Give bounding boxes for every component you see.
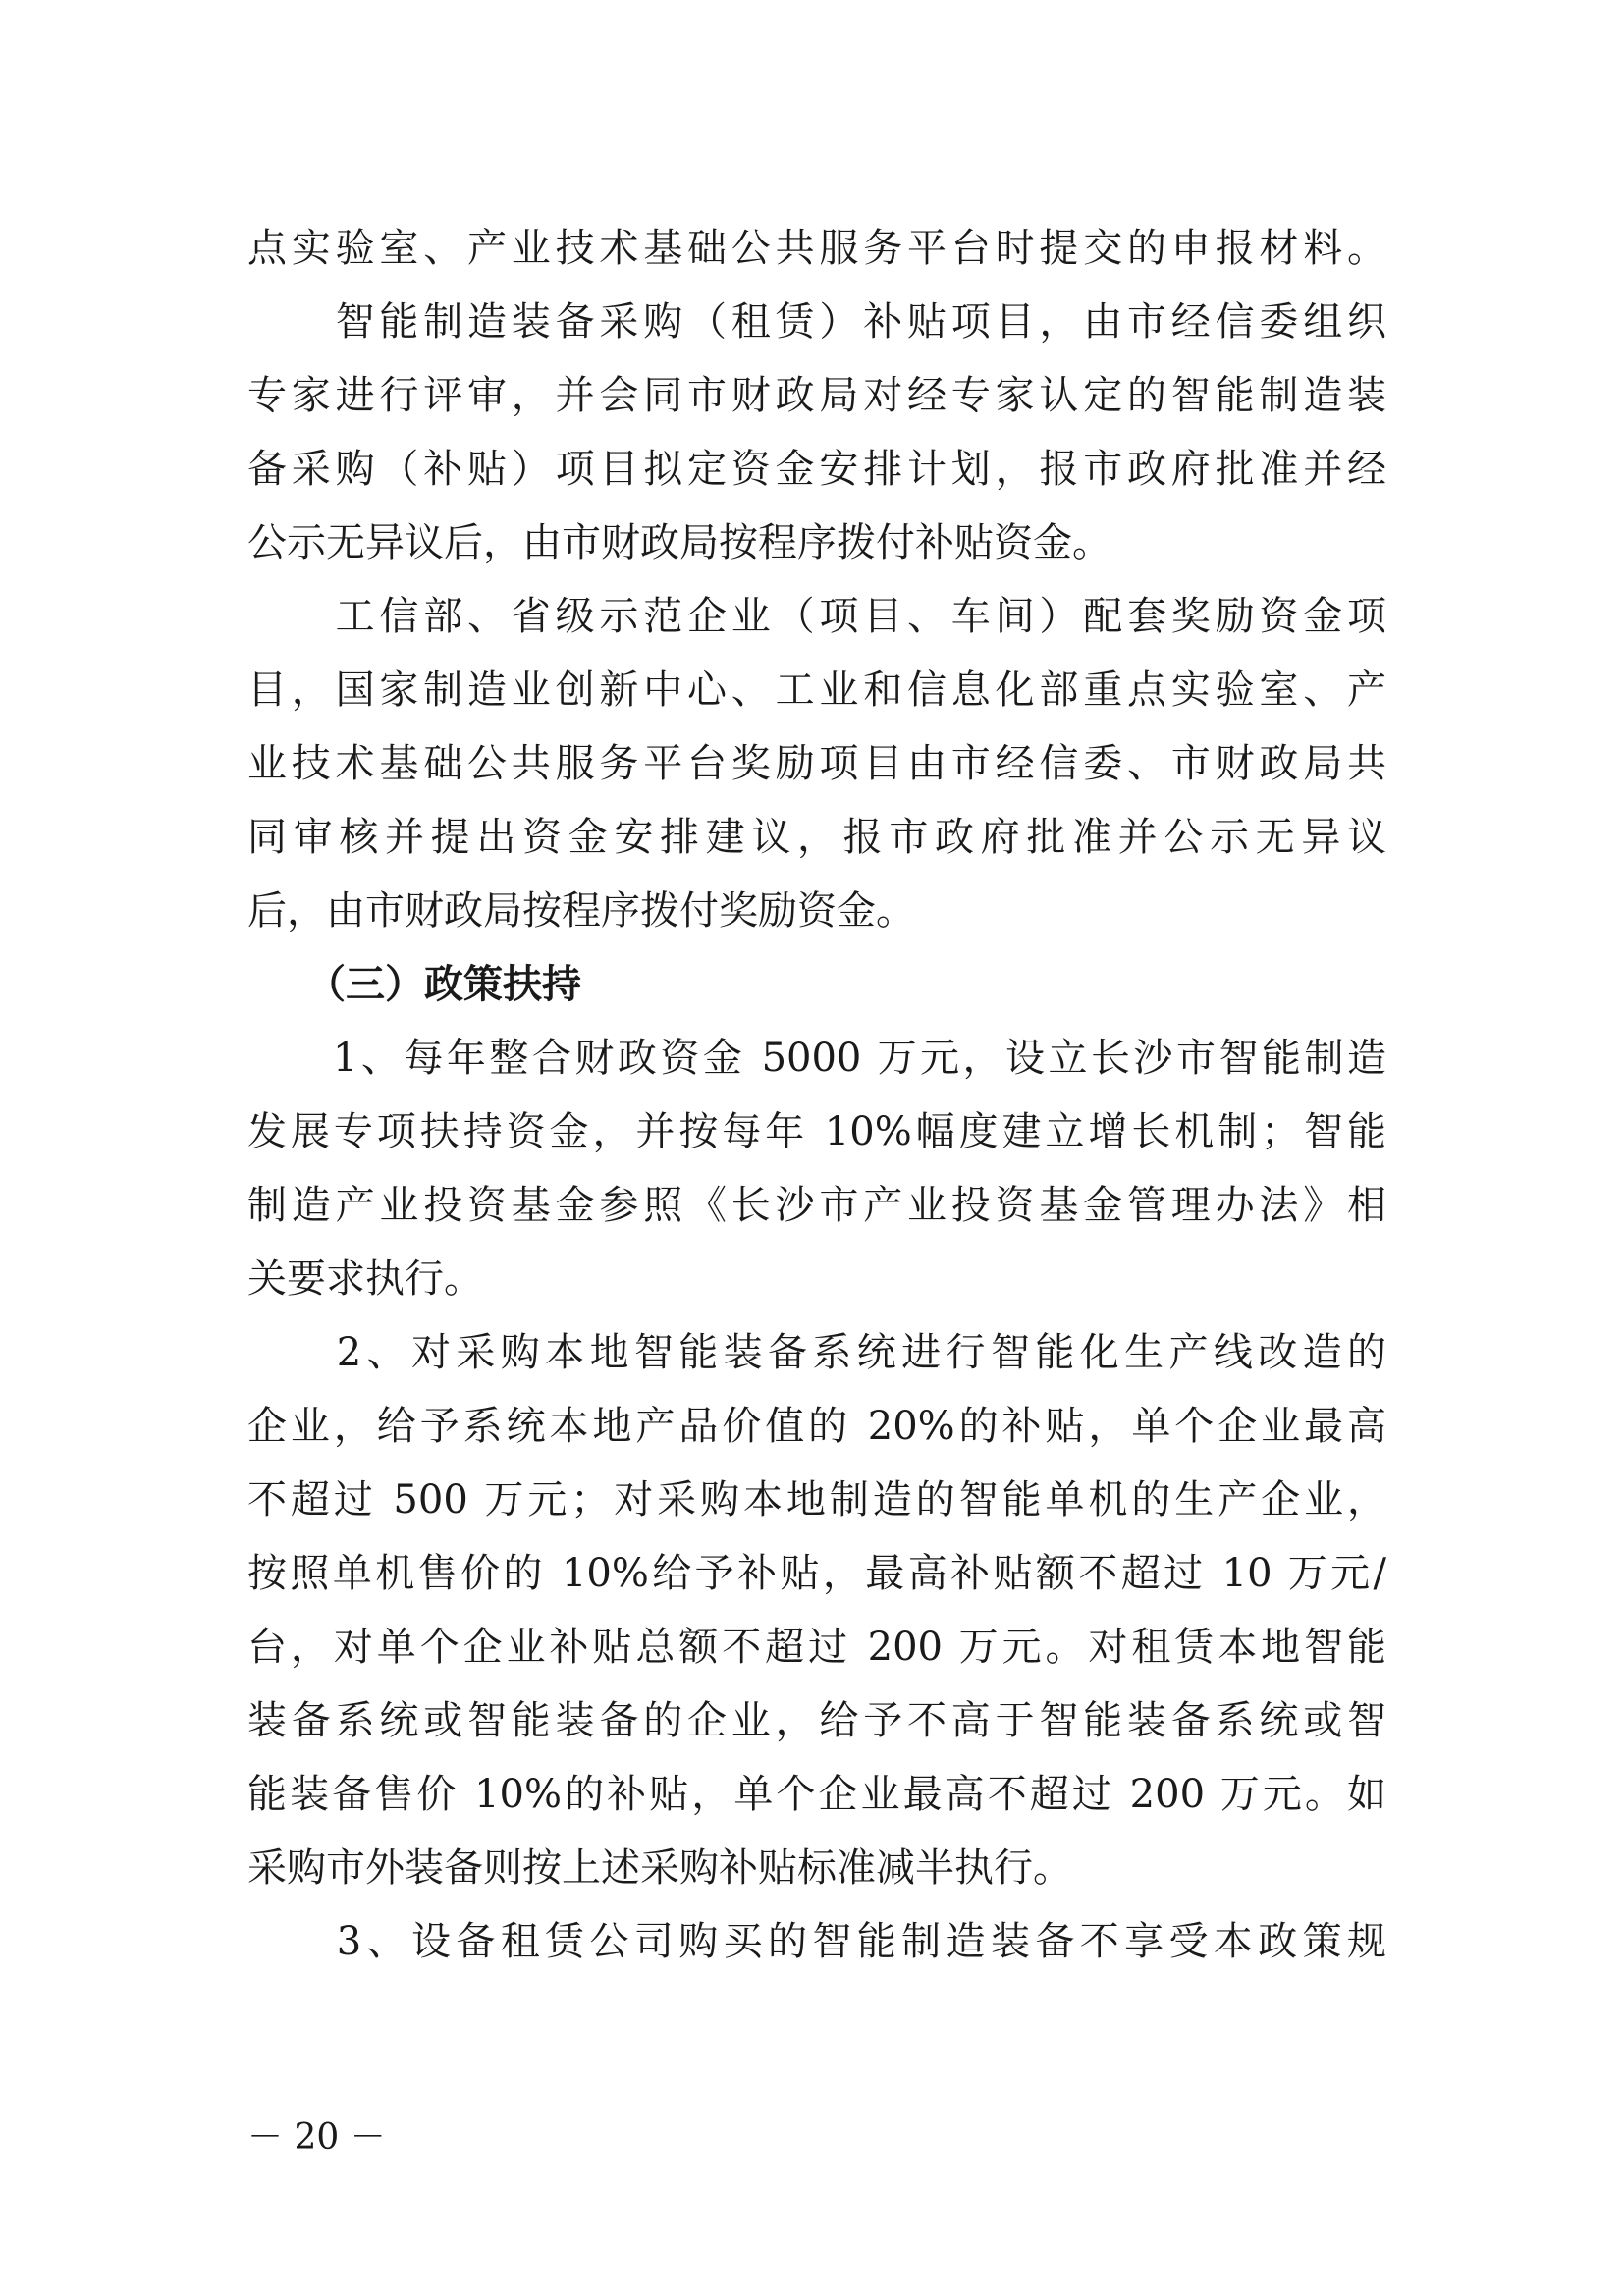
text-line-17: 企业，给予系统本地产品价值的 20%的补贴，单个企业最高 [247,1404,1386,1449]
text-line-3: 专家进行评审，并会同市财政局对经专家认定的智能制造装 [247,373,1386,418]
text-line-20: 台，对单个企业补贴总额不超过 200 万元。对租赁本地智能 [247,1625,1386,1670]
text-line-23: 采购市外装备则按上述采购补贴标准减半执行。 [247,1845,1072,1891]
text-line-5: 公示无异议后，由市财政局按程序拨付补贴资金。 [247,520,1111,565]
text-line-13: 发展专项扶持资金，并按每年 10%幅度建立增长机制；智能 [247,1109,1386,1154]
page-number: － 20 － [247,2117,386,2158]
text-line-22: 能装备售价 10%的补贴，单个企业最高不超过 200 万元。如 [247,1772,1386,1817]
text-line-2: 智能制造装备采购（租赁）补贴项目，由市经信委组织 [247,299,1386,345]
text-line-8: 业技术基础公共服务平台奖励项目由市经信委、市财政局共 [247,741,1386,786]
text-line-16: 2、对采购本地智能装备系统进行智能化生产线改造的 [247,1330,1386,1375]
text-line-1: 点实验室、产业技术基础公共服务平台时提交的申报材料。 [247,226,1386,271]
text-line-15: 关要求执行。 [247,1256,483,1302]
text-line-6: 工信部、省级示范企业（项目、车间）配套奖励资金项 [247,594,1386,639]
text-line-10: 后，由市财政局按程序拨付奖励资金。 [247,888,915,934]
text-line-4: 备采购（补贴）项目拟定资金安排计划，报市政府批准并经 [247,447,1386,492]
section-heading: （三）政策扶持 [247,962,581,1007]
text-line-12: 1、每年整合财政资金 5000 万元，设立长沙市智能制造 [247,1036,1386,1081]
text-line-21: 装备系统或智能装备的企业，给予不高于智能装备系统或智 [247,1698,1386,1743]
text-line-14: 制造产业投资基金参照《长沙市产业投资基金管理办法》相 [247,1183,1386,1228]
text-line-24: 3、设备租赁公司购买的智能制造装备不享受本政策规 [247,1919,1386,1964]
text-line-18: 不超过 500 万元；对采购本地制造的智能单机的生产企业， [247,1477,1386,1522]
text-line-9: 同审核并提出资金安排建议，报市政府批准并公示无异议 [247,815,1386,860]
text-line-19: 按照单机售价的 10%给予补贴，最高补贴额不超过 10 万元/ [247,1551,1386,1596]
text-line-7: 目，国家制造业创新中心、工业和信息化部重点实验室、产 [247,667,1386,713]
